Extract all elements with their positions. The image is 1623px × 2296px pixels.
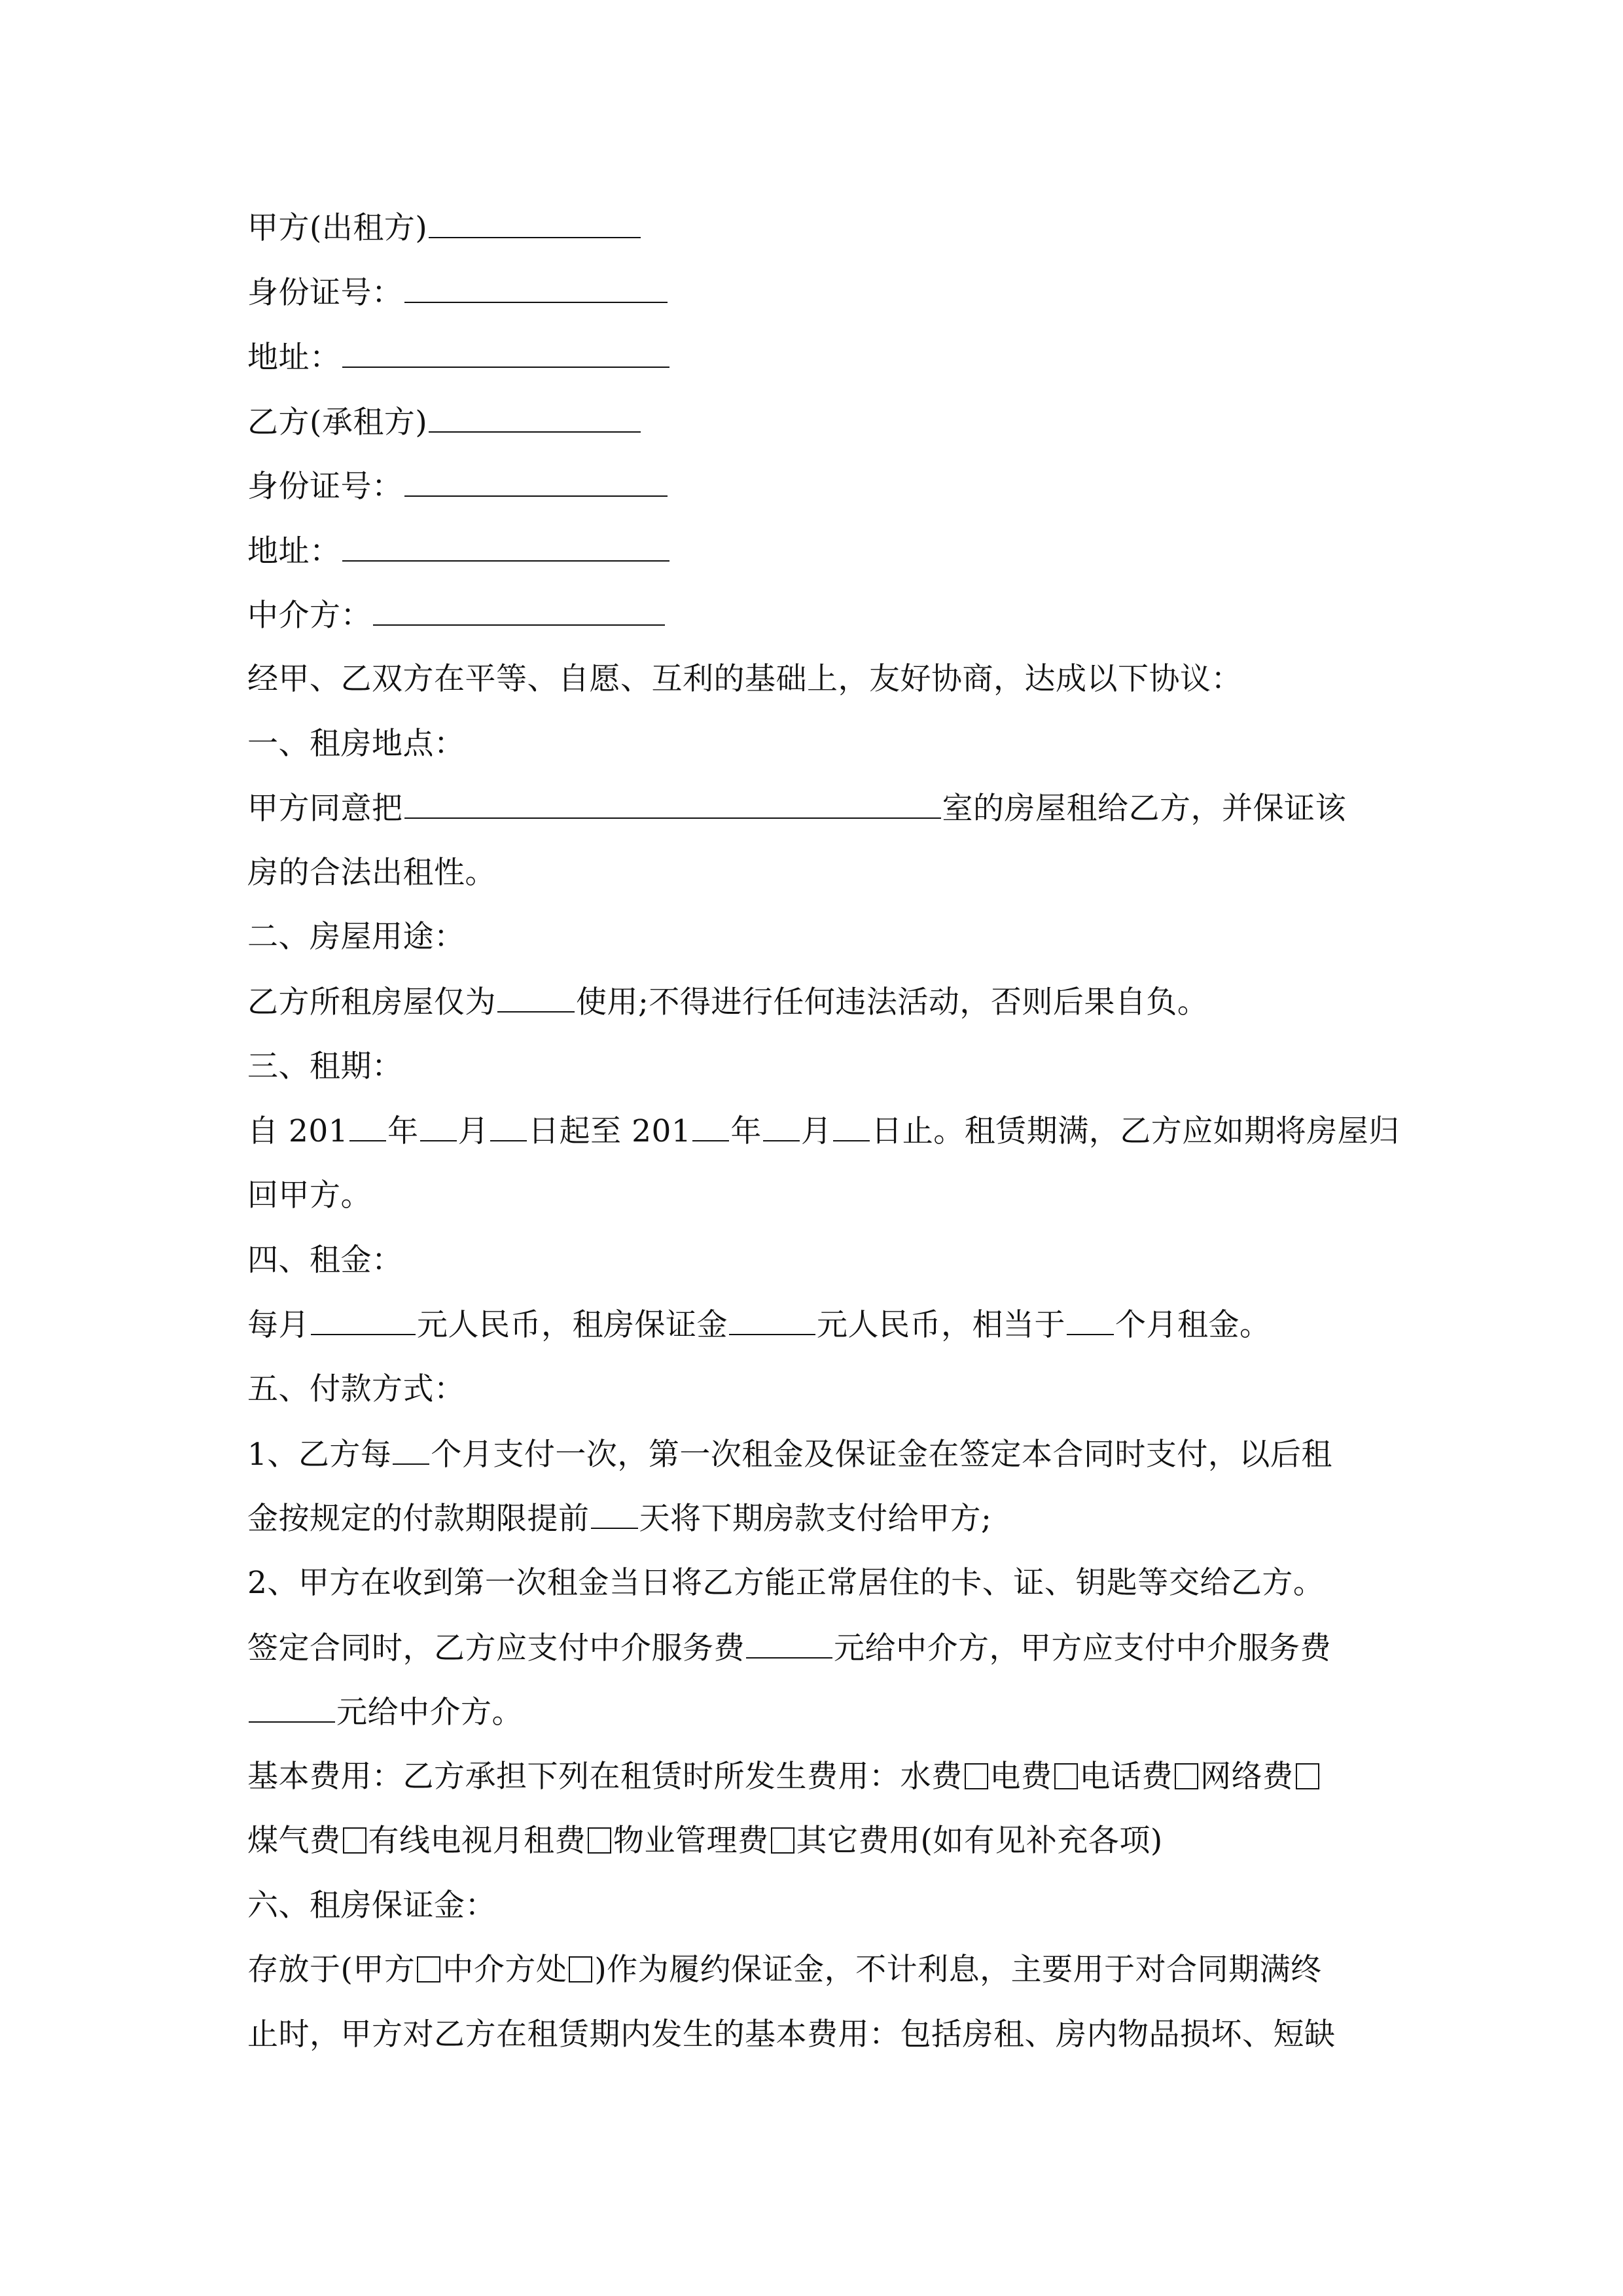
agent-holder-checkbox[interactable] [569, 1956, 592, 1982]
intro-paragraph: 经甲、乙双方在平等、自愿、互利的基础上，友好协商，达成以下协议： [247, 661, 1242, 697]
section-2-text-b: 使用;不得进行任何违法活动，否则后果自负。 [576, 984, 1209, 1020]
agent-label: 中介方： [247, 598, 372, 634]
payment-item-1-b: 个月支付一次，第一次租金及保证金在签定本合同时支付，以后租 [431, 1437, 1332, 1473]
section-5-heading: 五、付款方式： [247, 1371, 465, 1407]
agent-blank [373, 596, 665, 626]
party-a-address-blank [342, 338, 669, 368]
payment-interval-blank [393, 1435, 429, 1465]
deposit-holder-agent: 中介方处 [442, 1952, 567, 1988]
party-a-address-label: 地址： [247, 340, 341, 376]
party-b-address-blank [342, 531, 669, 562]
fee-property: 物业管理费 [613, 1823, 769, 1859]
payment-item-1-a: 1、乙方每 [247, 1437, 392, 1473]
monthly-rent-blank [311, 1305, 416, 1335]
party-a-id-blank [404, 273, 668, 303]
end-month-blank [763, 1111, 800, 1141]
months-prefix: 元人民币，相当于 [817, 1307, 1065, 1343]
section-2-text [247, 982, 1399, 1022]
agent-fee-a-prefix: 元给中介方，甲方应支付中介服务费 [834, 1630, 1331, 1666]
section-1-heading: 一、租房地点： [247, 726, 465, 762]
term-end-month-unit: 月 [800, 1113, 832, 1149]
months-blank [1067, 1305, 1114, 1335]
agent-fee-a-blank [249, 1693, 335, 1723]
room-blank [404, 789, 941, 819]
term-end-suffix: 日止。租赁期满，乙方应如期将房屋归 [871, 1113, 1400, 1149]
basic-fees-line-2 [247, 1821, 1399, 1861]
party-a-id-line [247, 273, 1399, 312]
deposit-holder-suffix: )作为履约保证金，不计利息，主要用于对合同期满终 [594, 1952, 1322, 1988]
deposit-holder-prefix: 存放于(甲方 [247, 1952, 416, 1988]
end-year-blank [692, 1111, 729, 1141]
fee-phone: 电话费 [1079, 1759, 1173, 1795]
section-2-text-a: 乙方所租房屋仅为 [247, 984, 496, 1020]
term-start-month-unit: 月 [457, 1113, 490, 1149]
section-1-text-c: 房的合法出租性。 [247, 855, 496, 891]
party-b-id-blank [404, 467, 668, 497]
section-4-heading: 四、租金： [247, 1242, 403, 1278]
party-b-label: 乙方(承租方) [247, 404, 428, 440]
payment-item-2: 2、甲方在收到第一次租金当日将乙方能正常居住的卡、证、钥匙等交给乙方。 [247, 1565, 1325, 1601]
agent-fee-b-prefix: 签定合同时，乙方应支付中介服务费 [247, 1630, 745, 1666]
deposit-blank [729, 1305, 815, 1335]
basic-fees-label: 基本费用：乙方承担下列在租赁时所发生费用： [247, 1759, 901, 1795]
gas-checkbox[interactable] [343, 1827, 366, 1854]
section-3-text [247, 1111, 1399, 1151]
section-6-line2: 止时，甲方对乙方在租赁期内发生的基本费用：包括房租、房内物品损坏、短缺 [247, 2017, 1336, 2053]
section-4-text [247, 1305, 1399, 1344]
fee-gas: 煤气费 [247, 1823, 341, 1859]
section-3-heading: 三、租期： [247, 1049, 403, 1085]
section-1-text-a: 甲方同意把 [247, 791, 403, 827]
term-end-prefix: 日起至 201 [528, 1113, 692, 1149]
agent-fee-b-blank [746, 1628, 832, 1659]
party-b-address-line [247, 531, 1399, 571]
party-b-line [247, 403, 1399, 442]
phone-checkbox[interactable] [1175, 1763, 1198, 1789]
agent-line [247, 596, 1399, 635]
party-b-id-label: 身份证号： [247, 469, 403, 505]
advance-days-blank [591, 1499, 638, 1529]
agent-fee-line [247, 1628, 1399, 1668]
network-checkbox[interactable] [1296, 1763, 1319, 1789]
section-6-text [247, 1950, 1399, 1990]
section-3-line2: 回甲方。 [247, 1177, 372, 1213]
payment-item-1-cont [247, 1499, 1399, 1538]
party-b-name-blank [429, 403, 641, 433]
start-day-blank [490, 1111, 527, 1141]
section-6-heading: 六、租房保证金： [247, 1888, 496, 1924]
party-b-id-line [247, 467, 1399, 506]
fee-water: 水费 [900, 1759, 963, 1795]
party-b-address-label: 地址： [247, 533, 341, 569]
payment-item-1-c: 金按规定的付款期限提前 [247, 1501, 590, 1537]
fee-cable-tv: 有线电视月租费 [368, 1823, 586, 1859]
section-1-text-b: 室的房屋租给乙方，并保证该 [942, 791, 1346, 827]
start-month-blank [420, 1111, 457, 1141]
party-a-name-blank [429, 208, 641, 238]
payment-item-1 [247, 1435, 1399, 1474]
agent-fee-suffix: 元给中介方。 [336, 1695, 523, 1731]
rent-prefix: 每月 [247, 1307, 310, 1343]
end-day-blank [833, 1111, 870, 1141]
fee-network: 网络费 [1200, 1759, 1294, 1795]
section-2-heading: 二、房屋用途： [247, 919, 465, 955]
rent-suffix: 个月租金。 [1115, 1307, 1271, 1343]
cable-tv-checkbox[interactable] [588, 1827, 611, 1854]
water-checkbox[interactable] [965, 1763, 988, 1789]
usage-blank [497, 982, 575, 1013]
term-start-year-unit: 年 [387, 1113, 419, 1149]
agent-fee-line-2 [247, 1693, 1399, 1732]
property-checkbox[interactable] [771, 1827, 794, 1854]
party-a-holder-checkbox[interactable] [417, 1956, 440, 1982]
fee-electricity: 电费 [990, 1759, 1052, 1795]
party-a-id-label: 身份证号： [247, 275, 403, 311]
party-a-label: 甲方(出租方) [247, 210, 428, 246]
party-a-address-line [247, 338, 1399, 377]
payment-item-1-d: 天将下期房款支付给甲方; [639, 1501, 992, 1537]
party-a-line [247, 208, 1399, 247]
fee-other: 其它费用(如有见补充各项) [796, 1823, 1163, 1859]
start-year-blank [349, 1111, 386, 1141]
section-1-text [247, 789, 1399, 828]
electricity-checkbox[interactable] [1054, 1763, 1078, 1789]
term-end-year-unit: 年 [730, 1113, 762, 1149]
basic-fees-line [247, 1757, 1399, 1797]
deposit-prefix: 元人民币，租房保证金 [417, 1307, 728, 1343]
term-start-prefix: 自 201 [247, 1113, 349, 1149]
